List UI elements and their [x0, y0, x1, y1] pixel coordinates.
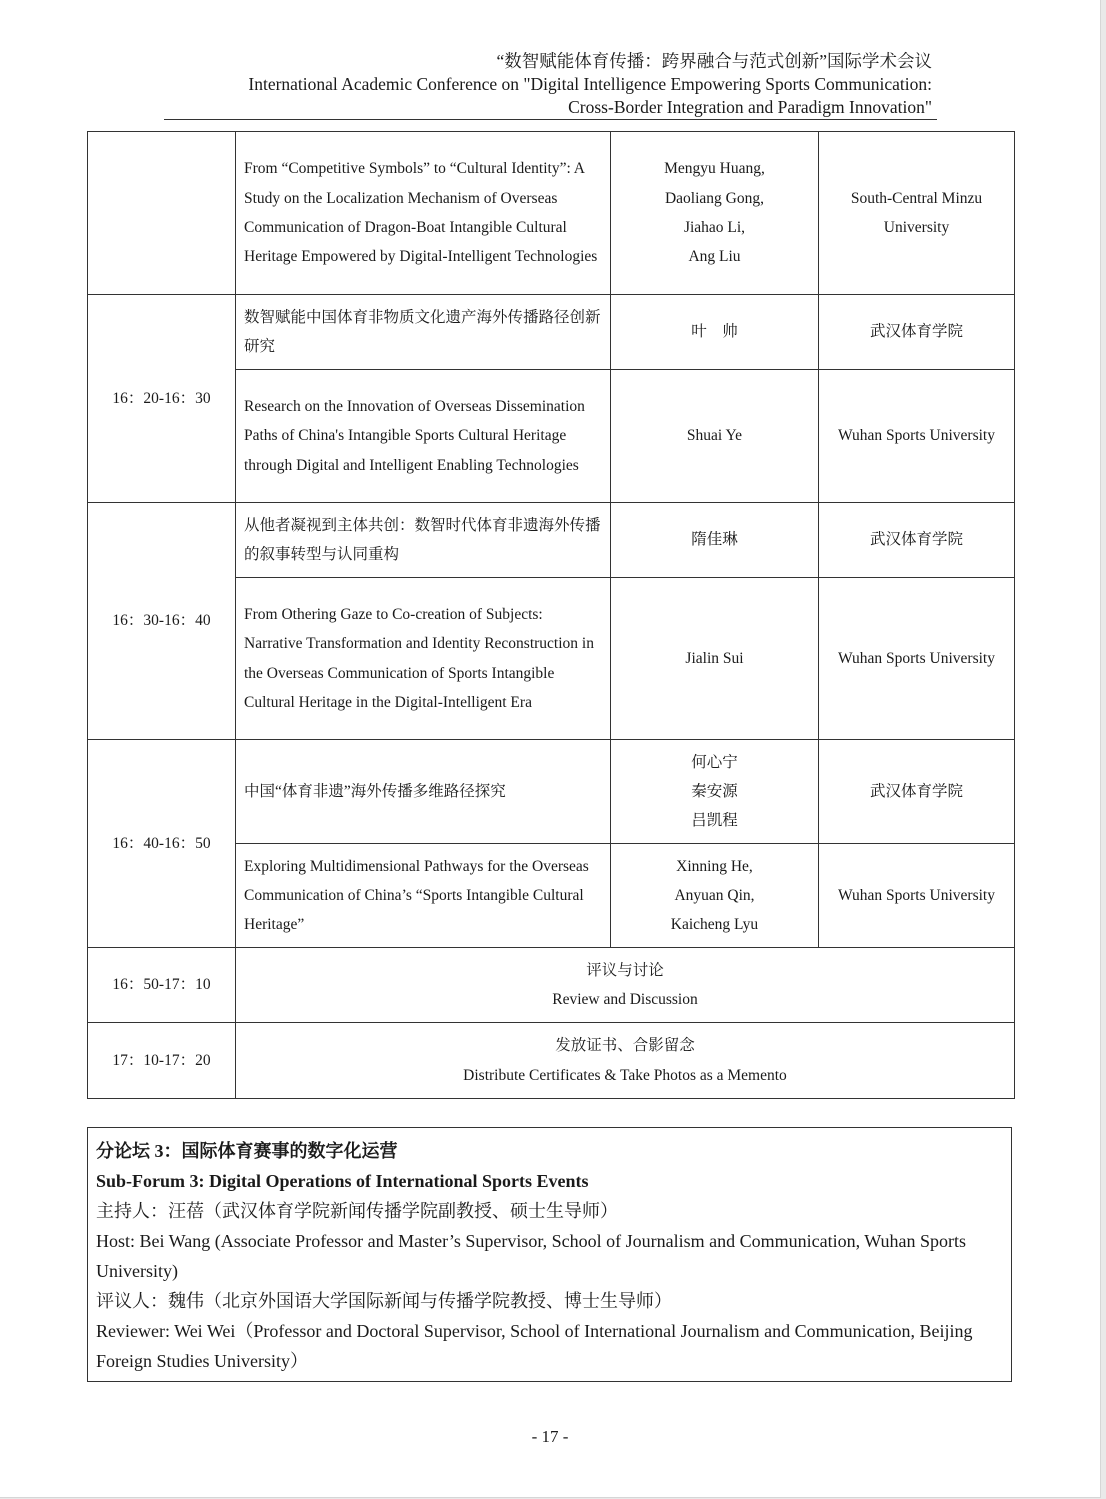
header-title-cn: “数智赋能体育传播：跨界融合与范式创新”国际学术会议 — [496, 51, 932, 71]
time-slot: 16：50-17：10 — [88, 948, 236, 1023]
table-row — [88, 503, 1015, 578]
activity-cn: 发放证书、合影留念 — [555, 1037, 695, 1054]
session-activity — [236, 1023, 1015, 1099]
subforum-title-en: Sub-Forum 3: Digital Operations of International Sports Events — [96, 1171, 589, 1191]
activity-en: Distribute Certificates & Take Photos as a Memento — [463, 1066, 787, 1084]
reviewer-en: Reviewer: Wei Wei（Professor and Doctoral Supervisor, School of International Journalism and Communication, Beijing Foreign Studies University） — [96, 1321, 973, 1371]
paper-title-en: Exploring Multidimensional Pathways for the Overseas Communication of China’s “Sports Intangible Cultural Heritage” — [236, 844, 611, 948]
paper-authors-en — [611, 132, 819, 295]
paper-institution-cn: 武汉体育学院 — [819, 503, 1015, 578]
paper-title-en: Research on the Innovation of Overseas Dissemination Paths of China's Intangible Sports Cultural Heritage through Digital and Intelligent Enabling Technologies — [236, 370, 611, 503]
subforum-title-cn: 分论坛 3：国际体育赛事的数字化运营 — [96, 1141, 398, 1161]
table-row — [88, 1023, 1015, 1099]
page-number: - 17 - — [531, 1427, 569, 1446]
author-name: Jiahao Li, — [683, 219, 746, 236]
paper-authors-cn — [611, 740, 819, 844]
header-title-en-line2: Cross-Border Integration and Paradigm Innovation" — [568, 97, 932, 117]
time-slot: 17：10-17：20 — [88, 1023, 236, 1099]
table-row — [88, 948, 1015, 1023]
header-title-en-line1: International Academic Conference on "Digital Intelligence Empowering Sports Communication: — [248, 74, 932, 94]
table-row — [88, 132, 1015, 295]
host-en: Host: Bei Wang (Associate Professor and Master’s Supervisor, School of Journalism and Communication, Wuhan Sports University) — [96, 1231, 967, 1281]
header-rule — [164, 119, 937, 120]
author-name: Mengyu Huang, — [664, 160, 765, 178]
author-name: 吕凯程 — [691, 812, 738, 830]
paper-author-en: Jialin Sui — [611, 578, 819, 740]
schedule-table — [87, 131, 1015, 1099]
author-name: Anyuan Qin, — [674, 886, 755, 904]
table-row — [88, 295, 1015, 370]
session-activity — [236, 948, 1015, 1023]
paper-institution-en: South-Central Minzu University — [819, 132, 1015, 295]
paper-title-cn: 中国“体育非遗”海外传播多维路径探究 — [236, 740, 611, 844]
time-slot: 16：30-16：40 — [88, 503, 236, 740]
paper-title-cn: 数智赋能中国体育非物质文化遗产海外传播路径创新研究 — [236, 295, 611, 370]
paper-author-cn: 隋佳琳 — [611, 503, 819, 578]
host-cn: 主持人：汪蓓（武汉体育学院新闻传播学院副教授、硕士生导师） — [96, 1201, 618, 1221]
author-name: Daoliang Gong, — [664, 189, 764, 207]
page-header — [248, 50, 932, 119]
paper-authors-en — [611, 844, 819, 948]
subforum-info-box — [87, 1127, 1012, 1382]
time-slot: 16：20-16：30 — [88, 295, 236, 503]
paper-title-en: From “Competitive Symbols” to “Cultural Identity”: A Study on the Localization Mechanism of Overseas Communication of Dragon-Boat Intangible Cultural Heritage Empowered by Digital-Intelligent Technologies — [236, 132, 611, 295]
paper-title-cn: 从他者凝视到主体共创：数智时代体育非遗海外传播的叙事转型与认同重构 — [236, 503, 611, 578]
author-name: 秦安源 — [691, 782, 738, 800]
paper-institution-en: Wuhan Sports University — [819, 370, 1015, 503]
author-name: Kaicheng Lyu — [670, 916, 759, 934]
paper-author-cn: 叶 帅 — [611, 295, 819, 370]
time-slot: 16：40-16：50 — [88, 740, 236, 948]
reviewer-cn: 评议人：魏伟（北京外国语大学国际新闻与传播学院教授、博士生导师） — [96, 1291, 672, 1311]
table-row — [88, 740, 1015, 844]
paper-author-en: Shuai Ye — [611, 370, 819, 503]
activity-cn: 评议与讨论 — [586, 961, 664, 979]
time-cell-empty — [88, 132, 236, 295]
paper-title-en: From Othering Gaze to Co-creation of Subjects: Narrative Transformation and Identity Reconstruction in the Overseas Communication of Sports Intangible Cultural Heritage in the Digital-Intelligent Era — [236, 578, 611, 740]
paper-institution-en: Wuhan Sports University — [819, 844, 1015, 948]
author-name: Xinning He, — [676, 857, 753, 875]
author-name: Ang Liu — [688, 248, 741, 266]
activity-en: Review and Discussion — [552, 991, 698, 1008]
author-name: 何心宁 — [691, 753, 738, 771]
paper-institution-cn: 武汉体育学院 — [819, 740, 1015, 844]
paper-institution-en: Wuhan Sports University — [819, 578, 1015, 740]
paper-institution-cn: 武汉体育学院 — [819, 295, 1015, 370]
